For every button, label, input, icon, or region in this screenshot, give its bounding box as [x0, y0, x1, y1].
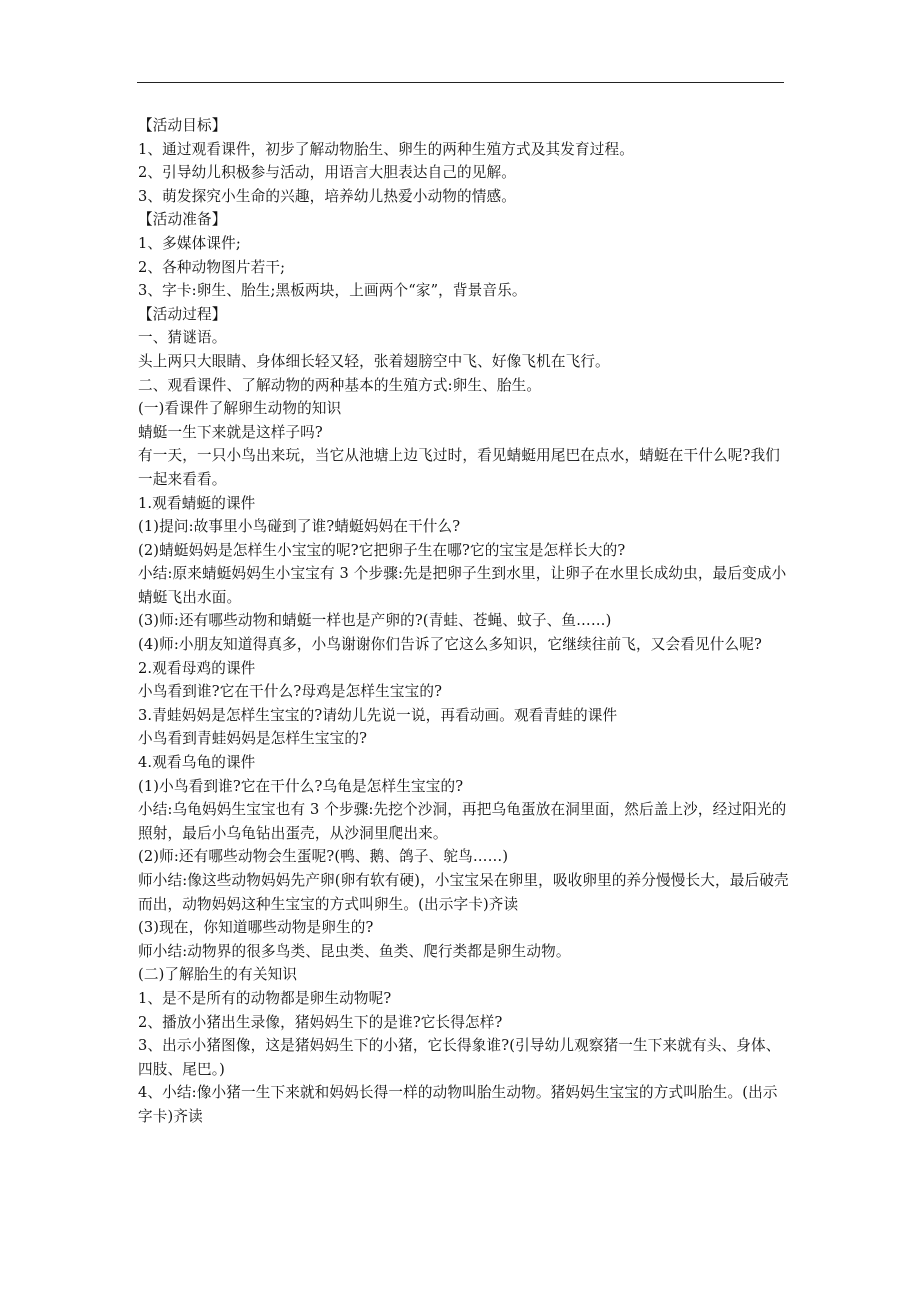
paragraph: (1)提问:故事里小鸟碰到了谁?蜻蜓妈妈在干什么? — [138, 518, 461, 536]
paragraph: 2、引导幼儿积极参与活动，用语言大胆表达自己的见解。 — [138, 164, 517, 182]
paragraph: 1、通过观看课件，初步了解动物胎生、卵生的两种生殖方式及其发育过程。 — [138, 140, 634, 158]
section-heading-preparation: 【活动准备】 — [138, 211, 227, 229]
paragraph: 2、各种动物图片若干; — [138, 258, 286, 276]
section-heading-process: 【活动过程】 — [138, 305, 227, 323]
document-body — [138, 114, 790, 1129]
paragraph: (一)看课件了解卵生动物的知识 — [138, 400, 342, 418]
paragraph: 小结:乌龟妈妈生宝宝也有 3 个步骤:先挖个沙洞，再把乌龟蛋放在洞里面，然后盖上沙，经过阳光的照射，最后小乌龟钻出蛋壳，从沙洞里爬出来。 — [138, 801, 787, 842]
header-rule — [137, 82, 784, 83]
paragraph: 小鸟看到谁?它在干什么?母鸡是怎样生宝宝的? — [138, 683, 443, 701]
paragraph: (1)小鸟看到谁?它在干什么?乌龟是怎样生宝宝的? — [138, 777, 464, 795]
section-heading-goals: 【活动目标】 — [138, 117, 227, 134]
paragraph: (4)师:小朋友知道得真多，小鸟谢谢你们告诉了它这么多知识，它继续往前飞，又会看见什么呢? — [138, 636, 762, 654]
paragraph: 蜻蜓一生下来就是这样子吗? — [138, 423, 323, 441]
paragraph: 3、出示小猪图像，这是猪妈妈生下的小猪，它长得象谁?(引导幼儿观察猪一生下来就有头、身体、四肢、尾巴。) — [138, 1037, 781, 1078]
paragraph: 2、播放小猪出生录像，猪妈妈生下的是谁?它长得怎样? — [138, 1013, 503, 1031]
paragraph: 师小结:像这些动物妈妈先产卵(卵有软有硬)，小宝宝呆在卵里，吸收卵里的养分慢慢长大，最后破壳而出，动物妈妈这种生宝宝的方式叫卵生。(出示字卡)齐读 — [138, 872, 789, 913]
paragraph: 1.观看蜻蜓的课件 — [138, 494, 256, 512]
paragraph: 头上两只大眼睛、身体细长轻又轻，张着翅膀空中飞、好像飞机在飞行。 — [138, 352, 610, 370]
paragraph: 二、观看课件、了解动物的两种基本的生殖方式:卵生、胎生。 — [138, 376, 542, 394]
paragraph: (3)师:还有哪些动物和蜻蜓一样也是产卵的?(青蛙、苍蝇、蚊子、鱼……) — [138, 612, 612, 630]
paragraph: 小结:原来蜻蜓妈妈生小宝宝有 3 个步骤:先是把卵子生到水里，让卵子在水里长成幼虫，最后变成小蜻蜓飞出水面。 — [138, 565, 787, 606]
paragraph: 师小结:动物界的很多鸟类、昆虫类、鱼类、爬行类都是卵生动物。 — [138, 942, 571, 960]
paragraph: 小鸟看到青蛙妈妈是怎样生宝宝的? — [138, 730, 368, 748]
paragraph: 4.观看乌龟的课件 — [138, 754, 256, 772]
paragraph: 3、萌发探究小生命的兴趣，培养幼儿热爱小动物的情感。 — [138, 187, 517, 205]
paragraph: 有一天，一只小鸟出来玩，当它从池塘上边飞过时，看见蜻蜓用尾巴在点水，蜻蜓在干什么呢?我们一起来看看。 — [138, 447, 780, 488]
paragraph: (二)了解胎生的有关知识 — [138, 966, 298, 984]
paragraph: 1、多媒体课件; — [138, 234, 241, 252]
paragraph: (2)蜻蜓妈妈是怎样生小宝宝的呢?它把卵子生在哪?它的宝宝是怎样长大的? — [138, 541, 626, 559]
paragraph: 3.青蛙妈妈是怎样生宝宝的?请幼儿先说一说，再看动画。观看青蛙的课件 — [138, 706, 618, 724]
paragraph: (3)现在，你知道哪些动物是卵生的? — [138, 919, 374, 937]
paragraph: 4、小结:像小猪一生下来就和妈妈长得一样的动物叫胎生动物。猪妈妈生宝宝的方式叫胎生。(出示字卡)齐读 — [138, 1084, 778, 1125]
paragraph: 1、是不是所有的动物都是卵生动物呢? — [138, 989, 392, 1007]
paragraph: 2.观看母鸡的课件 — [138, 659, 256, 677]
paragraph: 一、猜谜语。 — [138, 329, 227, 347]
paragraph: 3、字卡:卵生、胎生;黑板两块，上画两个“家”，背景音乐。 — [138, 282, 527, 300]
paragraph: (2)师:还有哪些动物会生蛋呢?(鸭、鹅、鸽子、鸵鸟……) — [138, 848, 509, 866]
